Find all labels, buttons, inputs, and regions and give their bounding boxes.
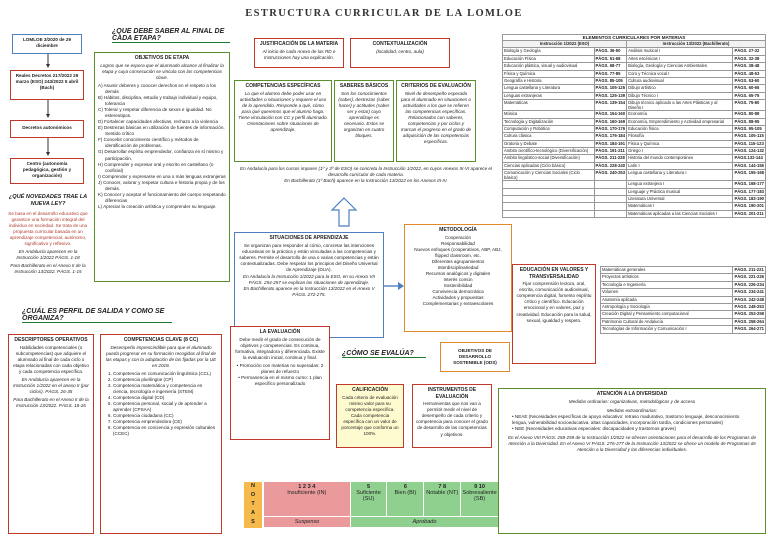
eso-pages: PÁGS. 176-184 <box>595 133 626 139</box>
eso-subject: Computación y Robótica <box>503 125 595 132</box>
empty-cell <box>594 203 627 210</box>
table-row <box>601 326 766 333</box>
bach-subject: Dibujo técnico aplicado a las Artes Plásticas y al Diseño I <box>627 100 733 111</box>
grade-cells <box>264 482 498 516</box>
objective-item: C) Tolerar y respetar diferencia de sexos e igualdad. No estereotipos. <box>98 107 212 119</box>
stage-objectives-box <box>94 52 230 282</box>
grade-cell <box>264 482 350 516</box>
pass-band: Aprobado <box>351 517 498 527</box>
methodology-item: Cooperación <box>444 234 472 240</box>
learning-situations-box <box>234 232 384 338</box>
bach-subject: Coro y Técnica vocal I <box>627 70 733 77</box>
methodology-item: Complementarias y extraescolares <box>422 301 494 307</box>
basic-text: Son los conocimientos (saber), destrezas (saber hacer) y actitudes (saber ser y estar) cuyo aprendizaje es necesario. Estos se organizan en cuatro bloques. <box>338 90 390 139</box>
bach-pages: PÁGS. 253-258 <box>734 311 764 317</box>
empty-cell <box>503 210 595 217</box>
bach-pages: PÁGS. 221-226 <box>734 274 764 280</box>
bach-subject: Cultura audiovisual <box>627 77 733 84</box>
grade-label: Insuficiente (IN) <box>287 490 327 496</box>
arrow-down-icon <box>46 138 50 156</box>
methodology-item: Actividades y propuestas <box>432 295 484 301</box>
key-competence-item: 5. Competencia personal, social y de aprender a aprender (CPSAA) <box>113 401 218 413</box>
diversity-box <box>498 388 766 534</box>
bach-pages: PÁGS. 177-183 <box>734 188 764 194</box>
eso-subject: Lenguas extranjeras <box>503 92 595 99</box>
bach-subject: Matemáticas generales <box>601 267 733 274</box>
notas-letter: T <box>251 501 255 507</box>
objectives-list <box>98 83 226 210</box>
keycomp-title: COMPETENCIAS CLAVE (8 CC) <box>123 337 199 343</box>
bach-header: Instrucción 13/2022 (Bachillerato) <box>627 41 766 48</box>
table-row <box>601 311 766 318</box>
table-row <box>503 188 766 195</box>
bach-subject: Economía <box>627 111 733 118</box>
table-row <box>503 100 766 111</box>
bach-subject: Tecnología e Ingeniería <box>601 281 733 288</box>
bach-subject: Física y Química <box>627 140 733 147</box>
methodology-item: Diferentes agrupamientos <box>431 258 485 264</box>
table-row <box>503 77 766 84</box>
subjects-table <box>502 40 766 218</box>
empty-cell <box>594 210 627 217</box>
objective-item: F) Concebir conocimiento científico y métodos de identificación de problemas. <box>98 137 199 149</box>
context-text: (localidad, centro, aula) <box>376 48 424 54</box>
andalucia-note-eso: En Andalucía para los cursos impares (1º y 3º de ESO) se concreta la Instrucción 1/2022, en cuyos Anexos III-VI aparece el desarrollo curricular de cada materia. <box>240 166 492 178</box>
key-competence-item: 4. Competencia digital (CD) <box>113 395 218 401</box>
new-law-ref-eso: En Andalucía aparecen en la Instrucción 1/2022 PÁGS. 1-18 <box>16 249 80 261</box>
bach-pages: PÁGS. 242-248 <box>734 296 764 302</box>
bach-subject: Dibujo artístico <box>627 85 733 92</box>
question-final-stage: ¿QUE DEBE SABER AL FINAL DE CADA ETAPA? <box>112 28 230 43</box>
empty-cell <box>503 181 595 188</box>
bach-pages: PÁGS. 115-123 <box>734 140 764 146</box>
subjects-title: ELEMENTOS CURRICULARES POR MATERIAS <box>502 34 766 40</box>
table-row <box>503 140 766 147</box>
bach-pages: PÁGS. 60-65 <box>733 85 766 92</box>
eso-subject: Oratoria y Debate <box>503 140 595 147</box>
methodology-item: Recursos analógicos y digitales <box>425 270 491 276</box>
bach-subject: Creación Digital y Pensamiento computacional <box>601 311 733 318</box>
objective-item: G) Desarrollar espíritu emprendedor, confianza en sí mismo y participación. <box>98 149 224 161</box>
table-row <box>503 70 766 77</box>
sdg-text: OBJETIVOS DE DESARROLLO SOSTENIBLE (ODS) <box>453 348 497 366</box>
eso-subject: Ámbito lingüístico-social (Diversificación) <box>503 155 595 162</box>
bach-subject: Lengua castellana y Literatura I <box>627 170 733 181</box>
table-row <box>503 155 766 162</box>
evaluation-b1: Promoción con materias no superadas: 2 planes de refuerzo <box>239 362 324 374</box>
up-arrow-icon <box>332 198 356 226</box>
sdg-box <box>440 342 510 372</box>
subjects-table-continued <box>600 266 766 334</box>
table-row <box>601 303 766 310</box>
objective-item: J) Conocer, valorar y respetar cultura e historia propia y de los demás. <box>98 179 225 191</box>
keycomp-intro: Desempeño imprescindible para que el alumnado pueda progresar en su formación recogidas al final de las etapas y con la adaptación de las fijadas por la UE en 2018. <box>105 344 217 368</box>
grade-label: Suficiente (SU) <box>356 490 381 502</box>
bach-subject: Proyectos artísticos <box>601 274 733 281</box>
eso-subject: Matemáticas <box>503 100 595 111</box>
table-row <box>503 48 766 55</box>
arrow-right-icon <box>384 282 404 290</box>
neae-text: NEAE (Necesidades específicas de apoyo educativo: retraso madurativo, trastorno lenguaje, desconocimiento lengua, vulnerabilidad socioeducativa, altas capacidades, incorporación tardía, condiciones personales) <box>512 413 740 425</box>
eso-pages: PÁGS. 170-176 <box>595 125 626 131</box>
eso-subject: Física y Química <box>503 70 595 77</box>
bach-subject: Matemáticas aplicadas a las Ciencias Sociales I <box>627 210 733 217</box>
table-row <box>503 181 766 188</box>
bach-subject: Biología, Geología y Ciencias Ambientales <box>627 63 733 70</box>
bach-pages: PÁGS. 234-241 <box>734 289 764 295</box>
objective-item: A) Asumir deberes y conocer derechos en el respeto a los demás <box>98 82 216 94</box>
methodology-item: Responsabilidad <box>441 240 475 246</box>
eso-pages: PÁGS. 184-191 <box>595 140 626 146</box>
objective-item: I) Comprender y expresarse en una o más lenguas extranjeras <box>98 173 226 179</box>
bach-pages: PÁGS. 48-53 <box>733 70 766 77</box>
instruments-title: INSTRUMENTOS DE EVALUACIÓN <box>427 387 477 400</box>
table-row <box>503 55 766 62</box>
table-row <box>601 281 766 288</box>
eso-pages: PÁGS. 154-160 <box>595 111 626 117</box>
grade-numbers: 1 2 3 4 <box>298 484 316 490</box>
methodology-title: METODOLOGÍA <box>439 227 477 233</box>
grade-label: Sobresaliente (SB) <box>462 490 497 502</box>
methodology-item: Interdisciplinariedad <box>437 264 479 270</box>
centre-text: Centro (autonomía pedagógica, gestión y organización) <box>22 161 72 179</box>
table-row <box>601 267 766 274</box>
bach-subject: Análisis musical I <box>627 48 733 55</box>
diversity-neae: • NEAE (Necesidades específicas de apoyo educativo: retraso madurativo, trastorno lenguaje, desconocimiento lengua, vulnerabilidad socioeducativa, altas capacidades, incorporación tardía, condiciones personales) <box>512 413 740 425</box>
descriptors-title: DESCRIPTORES OPERATIVOS <box>14 337 88 343</box>
notas-letter: O <box>250 492 256 498</box>
key-competence-item: 7. Competencia emprendedora (CE) <box>113 419 218 425</box>
decrees-box <box>10 70 84 100</box>
bach-pages: PÁGS.132-144 <box>733 155 766 162</box>
diversity-extra-title: Medidas extraordinarias: <box>606 407 658 413</box>
eso-pages: PÁGS. 211-228 <box>595 155 625 161</box>
arrow-down-icon <box>46 100 50 118</box>
justification-title: JUSTIFICACIÓN DE LA MATERIA <box>259 41 339 47</box>
diversity-ordinary: Medidas ordinarias: organizativas, metodológicas y de acceso <box>568 398 696 404</box>
key-competence-item: 6. Competencia ciudadana (CC) <box>113 413 218 419</box>
eso-subject: Ámbito científico-tecnológico (Diversificación) <box>503 148 595 155</box>
grade-numbers: 6 <box>403 484 407 490</box>
notas-label <box>244 482 262 528</box>
new-law-question: ¿QUÉ NOVEDADES TRAE LA NUEVA LEY? <box>8 194 88 208</box>
table-row <box>503 63 766 70</box>
bach-pages: PÁGS. 124-132 <box>734 148 764 154</box>
methodology-item: Convivencia democrática <box>432 289 484 295</box>
methodology-item: Sostenibilidad <box>443 283 473 289</box>
instruments-text: Herramientas que nos van a permitir medir el nivel de desempeño de cada criterio y competencia para conocer el grado de desarrollo de las competencias y objetivos. <box>416 401 489 437</box>
objective-item: L) Apreciar la creación artística y comprender su lenguaje. <box>98 204 217 210</box>
eso-subject: Ciencias aplicadas (Ciclo básico) <box>503 162 595 169</box>
bach-pages: PÁGS. 226-234 <box>734 281 764 287</box>
bach-pages: PÁGS. 53-60 <box>733 77 766 84</box>
grade-label: Bien (BI) <box>394 490 417 496</box>
centre-box <box>10 158 84 184</box>
methodology-box <box>404 224 512 332</box>
bach-subject: Volumen <box>601 289 733 296</box>
eso-pages: PÁGS. 68-77 <box>594 63 627 70</box>
empty-cell <box>503 188 595 195</box>
objective-item: B) Hábitos, disciplina, estudio y trabajo individual y equipo, tolerancia <box>98 94 218 106</box>
methodology-item: Nuevos enfoques (cooperativos, ABP, ABJ, flipped classroom, etc. <box>414 246 502 258</box>
justification-text: Al inicio de cada Anexo de las RD e Instrucciones hay una explicación. <box>262 48 336 60</box>
table-row <box>503 111 766 118</box>
decrees-text: Reales Decretos 217/2022 29 marzo (ESO) 243/2022 5 abril (Bach) <box>15 73 79 91</box>
bach-subject: Tecnologías de Información y Comunicación I <box>601 326 733 333</box>
question-how-evaluate: ¿CÓMO SE EVALÚA? <box>342 350 426 358</box>
criteria-title: CRITERIOS DE EVALUACIÓN <box>401 83 471 89</box>
bach-pages: PÁGS. 183-190 <box>734 196 764 202</box>
eso-subject: Educación plástica, visual y audiovisual <box>503 63 595 70</box>
lomloe-box <box>12 34 82 54</box>
page-title: ESTRUCTURA CURRICULAR DE LA LOMLOE <box>245 8 523 19</box>
table-row <box>601 318 766 325</box>
table-row <box>503 92 766 99</box>
bach-subject: Educación física <box>627 125 733 132</box>
eso-pages: PÁGS. 160-169 <box>595 118 626 124</box>
table-row <box>503 133 766 140</box>
eso-subject: Lengua castellana y Literatura <box>503 85 595 92</box>
situations-text: Se organizan para responder al cómo, concretar las intenciones educativas en la práctica y están vinculadas a las competencias y saberes. Permite el desarrollo de una o varias competencias y están contextualizadas. Debe respetar los principios del Diseño Universal de Aprendizaje (DUA). <box>239 242 379 272</box>
table-row <box>503 210 766 217</box>
eso-pages: PÁGS. 36-50 <box>594 48 627 55</box>
bach-subject: Latín I <box>627 162 733 169</box>
table-row <box>601 274 766 281</box>
nee-text: NEE (Necesidades educativas especiales: discapacidades y trastornos graves) <box>514 425 677 431</box>
grade-label: Notable (NT) <box>426 490 459 496</box>
eso-subject: Biología y Geología <box>503 48 595 55</box>
andalucia-note-bach: En Bachillerato (1º Bach) aparece en la Instrucción 13/2022 en los Anexos III-IV. <box>284 178 448 184</box>
bach-pages: PÁGS. 88-95 <box>733 118 766 125</box>
values-text: Fijar comprensión lectora, oral, escrita, comunicación audiovisual, competencia digital, fomento espíritu crítico y científico. Educación emocional y en valores, paz y creatividad. Educación para la salud, sexual, igualdad y respeto. <box>516 281 592 323</box>
bach-subject: Griego I <box>627 148 733 155</box>
grading-text: Cada criterio de evaluación mismo valor para su competencia específica. Cada competencia específica con un valor de porcentaje que conforma un 100%. <box>341 394 399 436</box>
situations-title: SITUACIONES DE APRENDIZAJE <box>269 235 349 241</box>
subjects-table-wrap <box>502 34 766 266</box>
grade-cell <box>387 482 423 516</box>
basic-title: SABERES BÁSICOS <box>339 83 389 89</box>
key-competence-item: 2. Competencia plurilingüe (CP) <box>113 377 218 383</box>
bach-pages: PÁGS. 168-177 <box>734 181 764 187</box>
situations-ref-eso: En Andalucía la Instrucción 1/2022 para la ESO, en su Anexo VII PÁGS. 254-257 se explican las situaciones de aprendizaje. <box>243 273 375 285</box>
values-title: EDUCACIÓN EN VALORES Y TRANSVERSALIDAD <box>519 267 589 280</box>
bach-subject: Filosofía <box>627 133 733 140</box>
bach-subject: Literatura Universal <box>627 196 733 203</box>
table-header-row <box>503 41 766 48</box>
notas-letter: A <box>251 510 255 516</box>
new-law-ref-bach: Para Bachillerato en el Anexo II de la Instrucción 13/2022. PÁGS. 1-15 <box>10 263 86 275</box>
specific-text: Lo que el alumno debe poder usar en actividades o situaciones y requiere el uso de lo aprendido. Responde a qué, cómo para qué queremos que el alumno haga. Tiene vinculación con CC y perfil alumnado. Orientaciones sobre situaciones de aprendizaje. <box>238 90 328 132</box>
context-box <box>350 38 450 68</box>
table-row <box>503 148 766 155</box>
basic-knowledge-box <box>334 80 394 162</box>
key-competences-box <box>100 334 222 534</box>
bach-pages: PÁGS. 201-211 <box>734 210 764 216</box>
table-row <box>503 162 766 169</box>
methodology-item: Interés común <box>443 277 473 283</box>
grade-numbers: 9 10 <box>474 484 486 490</box>
justification-box <box>254 38 344 68</box>
notas-letter: N <box>251 483 255 489</box>
grading-box <box>336 384 404 448</box>
fail-band: Suspenso <box>264 517 350 527</box>
eso-pages: PÁGS. 191-211 <box>595 148 625 154</box>
diversity-nee: • NEE (Necesidades educativas especiales: discapacidades y trastornos graves) <box>512 425 677 431</box>
bach-pages: PÁGS. 27-32 <box>733 48 766 55</box>
eso-subject: Tecnología y Digitalización <box>503 118 595 125</box>
methodology-list <box>408 235 508 308</box>
eso-subject: Música <box>503 111 595 118</box>
specific-title: COMPETENCIAS ESPECÍFICAS <box>245 83 321 89</box>
evaluation-box <box>230 326 330 440</box>
eso-pages: PÁGS. 125-139 <box>595 92 626 98</box>
regional-decrees-box <box>10 120 84 138</box>
bach-subject: Artes escénicas I <box>627 55 733 62</box>
grade-cell <box>424 482 460 516</box>
table-row <box>503 118 766 125</box>
grade-cell <box>461 482 498 516</box>
bach-pages: PÁGS. 75-80 <box>733 100 766 111</box>
evaluation-bullet-permanence: • Permanencia en el mismo curso: 1 plan específico personalizado <box>238 374 322 387</box>
bach-subject: Economía, Emprendimiento y Actividad empresarial <box>627 118 733 125</box>
instruments-box <box>412 384 492 448</box>
key-competence-item: 3. Competencia matemática y competencia en ciencia, tecnología e ingeniería (STEM) <box>113 383 218 395</box>
objective-item: D) Fortalecer capacidades afectivas, rechazo a la violencia <box>98 119 219 125</box>
diversity-ref: En el Anexo VIII PÁGS. 258-259 de la Instrucción 1/2022 se ofrecen orientaciones para el desarrollo de los Programas de Atención a la Diversidad. En el Anexo VI PÁGS. 276-277 de la Instrucción 13/2022 se ofrece un modelo de Programas de Atención a la Diversidad y las diferencias individuales. <box>507 434 757 453</box>
bach-subject: Lenguaje y Práctica musical <box>627 188 733 195</box>
question-exit-profile: ¿CUÁL ES PERFIL DE SALIDA Y COMO SE ORGANIZA? <box>22 308 172 323</box>
eso-header: Instrucción 1/2022 (ESO) <box>503 41 627 48</box>
criteria-text: Nivel de desempeño esperado para el alumnado en situaciones o actividades a los que se refieren las competencias específicas. Relacionados con saberes, competencias y por ciclos y marcan el progreso en el grado de adquisición de las competencias específicas. <box>400 90 472 145</box>
eso-subject: Comunicación y Ciencias Sociales (Ciclo básico) <box>503 170 595 181</box>
objectives-intro: Logros que se espera que el alumnado alcance al finalizar la etapa y cuya consecución se vincula con las competencias clave. <box>100 62 224 80</box>
grade-scale <box>244 482 498 528</box>
lomloe-text: LOMLOE 3/2020 de 29 diciembre <box>23 37 71 49</box>
bach-subject: Antropología y Sociología <box>601 303 733 310</box>
bach-subject: Lengua extranjera I <box>627 181 733 188</box>
bach-pages: PÁGS. 38-48 <box>733 63 766 70</box>
eso-subject: Educación Física <box>503 55 595 62</box>
bach-pages: PÁGS. 258-264 <box>734 318 764 324</box>
arrow-down-icon <box>46 54 50 68</box>
grade-numbers: 7 8 <box>438 484 447 490</box>
notas-letter: S <box>251 519 255 525</box>
eso-pages: PÁGS. 105-125 <box>595 85 626 91</box>
context-title: CONTEXTUALIZACIÓN <box>372 41 428 47</box>
specific-competences-box <box>234 80 332 162</box>
table-row <box>503 203 766 210</box>
bach-pages: PÁGS. 95-105 <box>733 125 766 132</box>
eso-pages: PÁGS. 240-253 <box>594 170 627 181</box>
bach-pages: PÁGS. 264-271 <box>734 326 764 332</box>
objective-item: H) Comprender y expresar oral y escrito en castellano (o cooficial) <box>98 161 214 173</box>
evaluation-b2: Permanencia en el mismo curso: 1 plan específico personalizado <box>241 374 322 387</box>
operational-descriptors-box <box>8 334 94 534</box>
table-row <box>503 85 766 92</box>
empty-cell <box>594 196 627 203</box>
bach-pages: PÁGS. 190-201 <box>734 203 764 209</box>
evaluation-criteria-box <box>396 80 476 162</box>
eso-pages: PÁGS. 85-105 <box>594 77 627 84</box>
bach-subject: Matemáticas I <box>627 203 733 210</box>
bach-pages: PÁGS. 80-88 <box>733 111 766 118</box>
objective-item: K) Conocer y aceptar el funcionamiento del cuerpo respetando diferencias <box>98 191 226 203</box>
evaluation-bullet-promotion: • Promoción con materias no superadas: 2 planes de refuerzo <box>236 362 324 374</box>
keycomp-list <box>104 371 218 438</box>
diversity-title: ATENCIÓN A LA DIVERSIDAD <box>596 391 668 397</box>
empty-cell <box>594 188 627 195</box>
situations-ref-bach: En Bachillerato aparece en la Instrucción 13/2022 en el Anexo V PÁGS. 272-275. <box>243 286 375 298</box>
descriptors-text: Habilidades competenciales (o subcompetencias) que adquiere el alumnado al final de cada ciclo o etapa relacionadas con cada objetivo y cada competencia específica. <box>13 344 89 374</box>
bach-pages: PÁGS. 155-168 <box>733 170 766 181</box>
empty-cell <box>503 203 595 210</box>
empty-cell <box>594 181 627 188</box>
bach-pages: PÁGS. 211-221 <box>734 267 764 272</box>
table-row <box>503 125 766 132</box>
table-row <box>503 170 766 181</box>
grade-numbers: 5 <box>366 484 371 490</box>
eso-subject: Cultura clásica <box>503 133 595 140</box>
eso-pages: PÁGS. 228-240 <box>595 162 626 168</box>
descriptors-ref-eso: En Andalucía aparecen en la Instrucción 1/2022 en el anexo II (por ciclos). PÁGS. 26-35 <box>13 376 89 395</box>
evaluation-intro: Debe medir el grado de consecución de objetivos y competencias. Es continua, formativa, integradora y diferenciada. Existe la evaluación inicial, continua y final. <box>235 336 325 360</box>
eso-pages: PÁGS. 51-68 <box>594 55 627 62</box>
bach-pages: PÁGS. 248-253 <box>734 303 764 309</box>
bach-subject: Anatomía aplicada <box>601 296 733 303</box>
bach-subject: Historia del mundo contemporáneo <box>627 155 733 162</box>
bach-pages: PÁGS. 32-38 <box>733 55 766 62</box>
grade-cell <box>351 482 387 516</box>
grading-title: CALIFICACIÓN <box>352 387 388 393</box>
descriptors-ref-bach: Para Bachillerato en el Anexo II de la Instrucción 13/2022. PÁGS. 18-26 <box>13 397 89 409</box>
empty-cell <box>503 196 595 203</box>
eso-pages: PÁGS. 139-154 <box>594 100 627 111</box>
new-law-text: Se basa en el desarrollo educativo que garantice una formación integral del individuo en sociedad. Se trata de una propuesta curricular basada en un aprendizaje competencial, autónomo, significativo y reflexivo. <box>8 210 88 247</box>
bach-pages: PÁGS. 144-155 <box>734 162 764 168</box>
objectives-title: OBJETIVOS DE ETAPA <box>134 55 190 61</box>
bach-subject: Dibujo Técnico I <box>627 92 733 99</box>
objective-item: E) Destrezas básicas en utilización de fuentes de información. Sentido crítico <box>98 125 225 137</box>
key-competence-item: 8. Competencia en conciencia y expresión culturales (CCEC) <box>113 425 218 437</box>
bach-subject: Patrimonio Cultural de Andalucía <box>601 318 733 325</box>
regional-text: Decretos autonómicos <box>22 125 72 130</box>
eso-subject: Geografía e Historia <box>503 77 595 84</box>
andalucia-note <box>234 164 498 194</box>
evaluation-title: LA EVALUACIÓN <box>259 329 301 335</box>
values-box <box>512 264 596 364</box>
eso-pages: PÁGS. 77-85 <box>594 70 627 77</box>
bach-pages: PÁGS. 65-75 <box>733 92 766 99</box>
key-competence-item: 1. Competencia en comunicación lingüística (CCL) <box>113 371 218 377</box>
table-row <box>503 196 766 203</box>
bach-pages: PÁGS. 105-115 <box>734 133 764 139</box>
table-row <box>601 296 766 303</box>
table-row <box>601 289 766 296</box>
